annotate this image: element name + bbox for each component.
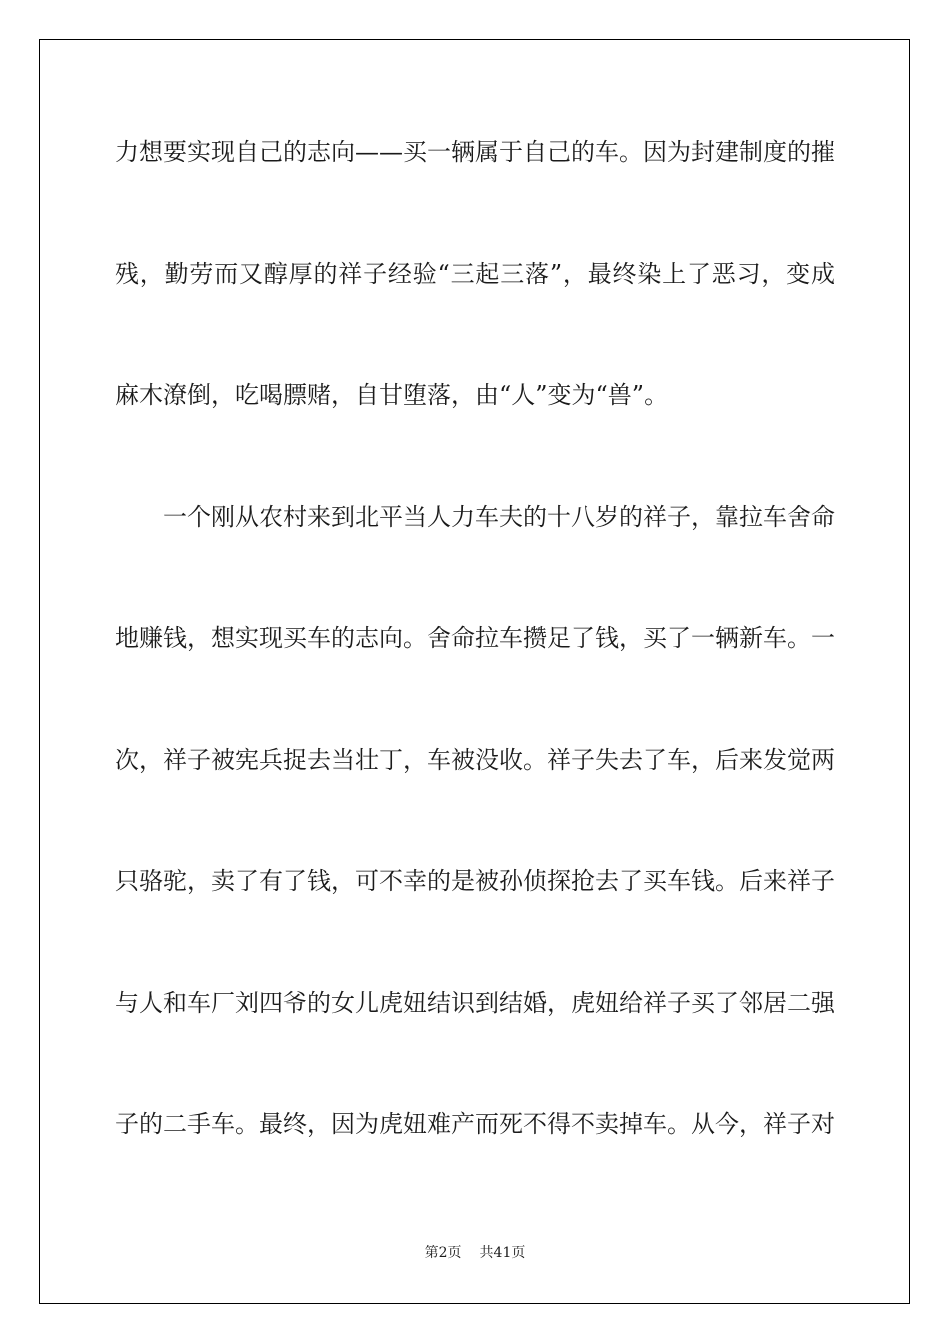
page-number: 第2页: [424, 1245, 462, 1261]
body-line: 残，勤劳而又醇厚的祥子经验“三起三落”，最终染上了恶习，变成: [115, 260, 835, 288]
body-line-indented: 一个刚从农村来到北平当人力车夫的十八岁的祥子，靠拉车舍命: [163, 503, 835, 531]
body-line: 力想要实现自己的志向——买一辆属于自己的车。因为封建制度的摧: [115, 138, 835, 166]
body-line: 麻木潦倒，吃喝膘赌，自甘堕落，由“人”变为“兽”。: [115, 381, 669, 409]
total-pages: 共41页: [479, 1245, 526, 1261]
body-line: 与人和车厂刘四爷的女儿虎妞结识到结婚，虎妞给祥子买了邻居二强: [115, 989, 835, 1017]
page-footer: [0, 1244, 950, 1262]
body-line: 地赚钱，想实现买车的志向。舍命拉车攒足了钱，买了一辆新车。一: [115, 624, 835, 652]
body-line: 次，祥子被宪兵捉去当壮丁，车被没收。祥子失去了车，后来发觉两: [115, 746, 835, 774]
body-line: 子的二手车。最终，因为虎妞难产而死不得不卖掉车。从今，祥子对: [115, 1110, 835, 1138]
body-line: 只骆驼，卖了有了钱，可不幸的是被孙侦探抢去了买车钱。后来祥子: [115, 867, 835, 895]
